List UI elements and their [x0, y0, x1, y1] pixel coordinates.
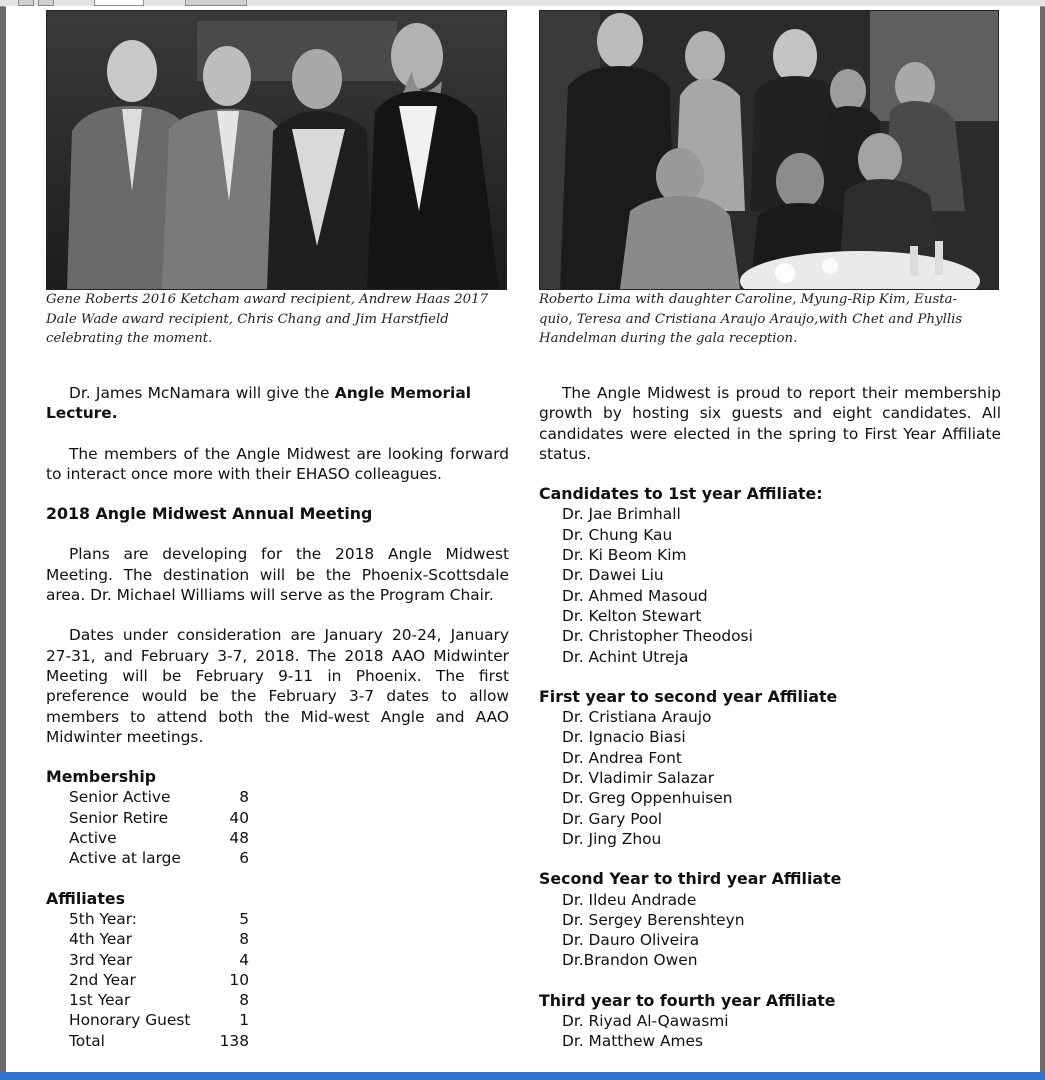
list-item: Dr.Brandon Owen [562, 951, 698, 970]
list-item: Dr. Ignacio Biasi [562, 728, 686, 747]
affiliate-group [539, 991, 1001, 1052]
photo-award-recipients [46, 10, 507, 290]
list-item: Dr. Ildeu Andrade [562, 890, 697, 909]
list-item: Dr. Christopher Theodosi [562, 627, 753, 646]
membership-table [46, 787, 509, 868]
list-item: Dr. Vladimir Salazar [562, 769, 715, 788]
list-item: Dr. Jing Zhou [562, 829, 662, 848]
table-row [46, 990, 509, 1010]
row-value: 48 [229, 829, 249, 848]
table-row [46, 848, 509, 868]
row-value: 8 [239, 930, 249, 949]
table-row [46, 787, 509, 807]
table-row [46, 1010, 509, 1030]
row-label: 4th Year [69, 930, 133, 949]
list-item: Dr. Sergey Berenshteyn [562, 910, 745, 929]
row-value: 8 [239, 991, 249, 1010]
caption-line: Gene Roberts 2016 Ketcham award recipient, Andrew Haas 2017 [46, 292, 489, 307]
document-page [6, 6, 1040, 1072]
left-column [46, 383, 509, 1051]
row-label: Honorary Guest [69, 1011, 191, 1030]
intro-paragraph: The Angle Midwest is proud to report their membership growth by hosting six guests and eight candidates. All candidates were elected in the spring to First Year Affiliate status. [539, 384, 1001, 463]
status-bar [0, 1072, 1045, 1080]
row-value: 40 [229, 808, 249, 827]
affiliates-table [46, 909, 509, 1051]
row-label: 2nd Year [69, 970, 136, 989]
group-heading: First year to second year Affiliate [539, 686, 838, 706]
row-label: Total [69, 1031, 105, 1050]
row-label: Senior Active [69, 788, 171, 807]
table-row [46, 1031, 509, 1051]
row-value: 5 [239, 909, 249, 928]
row-label: Senior Retire [69, 808, 169, 827]
row-value: 4 [239, 950, 249, 969]
lecture-title: Angle Memorial Lecture. [46, 384, 471, 423]
list-item: Dr. Cristiana Araujo [562, 708, 712, 727]
affiliates-heading: Affiliates [46, 888, 125, 908]
group-heading: Second Year to third year Affiliate [539, 869, 842, 889]
photo-gala-reception [539, 10, 999, 290]
row-value: 1 [239, 1011, 249, 1030]
annual-meeting-heading: 2018 Angle Midwest Annual Meeting [46, 504, 373, 524]
affiliate-group [539, 869, 1001, 970]
list-item: Dr. Kelton Stewart [562, 606, 702, 625]
caption-line: quio, Teresa and Cristiana Araujo Araujo,with Chet and Phyllis [539, 311, 963, 327]
list-item: Dr. Dauro Oliveira [562, 931, 700, 950]
ehaso-paragraph: The members of the Angle Midwest are looking forward to interact once more with their EHASO colleagues. [46, 444, 509, 483]
caption-line: Dale Wade award recipient, Chris Chang and Jim Harstfield [46, 311, 449, 327]
membership-heading: Membership [46, 767, 157, 787]
group-heading: Candidates to 1st year Affiliate: [539, 484, 823, 504]
list-item: Dr. Achint Utreja [562, 647, 689, 666]
row-label: 3rd Year [69, 950, 133, 969]
row-value: 138 [219, 1031, 249, 1050]
row-label: 5th Year: [69, 909, 137, 928]
table-row [46, 909, 509, 929]
row-value: 6 [239, 849, 249, 868]
row-value: 8 [239, 788, 249, 807]
list-item: Dr. Chung Kau [562, 525, 673, 544]
list-item: Dr. Dawei Liu [562, 566, 664, 585]
photo-caption-left [46, 290, 516, 349]
lecture-text: Dr. James McNamara will give the [69, 384, 335, 402]
table-row [46, 950, 509, 970]
right-column [539, 383, 1001, 1052]
table-row [46, 970, 509, 990]
photo-caption-right [539, 290, 1009, 349]
list-item: Dr. Gary Pool [562, 809, 663, 828]
row-label: Active at large [69, 849, 181, 868]
list-item: Dr. Riyad Al-Qawasmi [562, 1012, 729, 1031]
list-item: Dr. Ki Beom Kim [562, 546, 687, 565]
lecture-paragraph [46, 383, 509, 424]
list-item: Dr. Ahmed Masoud [562, 586, 708, 605]
table-row [46, 808, 509, 828]
affiliate-group [539, 687, 1001, 849]
plans-paragraph: Plans are developing for the 2018 Angle Midwest Meeting. The destination will be the Phoenix-Scottsdale area. Dr. Michael Williams will serve as the Program Chair. [46, 545, 509, 605]
list-item: Dr. Matthew Ames [562, 1032, 704, 1051]
row-label: 1st Year [69, 991, 131, 1010]
dates-paragraph: Dates under consideration are January 20-24, January 27-31, and February 3-7, 2018. The 2018 AAO Midwinter Meeting will be February 9-11 in Phoenix. The first preference would be the February 3-7 dates to allow members to attend both the Mid-west Angle and AAO Midwinter meetings. [46, 626, 509, 746]
list-item: Dr. Jae Brimhall [562, 505, 681, 524]
row-label: Active [69, 829, 117, 848]
list-item: Dr. Greg Oppenhuisen [562, 789, 733, 808]
list-item: Dr. Andrea Font [562, 748, 682, 767]
row-value: 10 [229, 970, 249, 989]
table-row [46, 828, 509, 848]
group-heading: Third year to fourth year Affiliate [539, 990, 836, 1010]
caption-line: celebrating the moment. [46, 331, 213, 346]
caption-line: Handelman during the gala reception. [539, 331, 798, 346]
affiliate-group [539, 484, 1001, 667]
table-row [46, 929, 509, 949]
caption-line: Roberto Lima with daughter Caroline, Myung-Rip Kim, Eusta- [539, 292, 958, 307]
